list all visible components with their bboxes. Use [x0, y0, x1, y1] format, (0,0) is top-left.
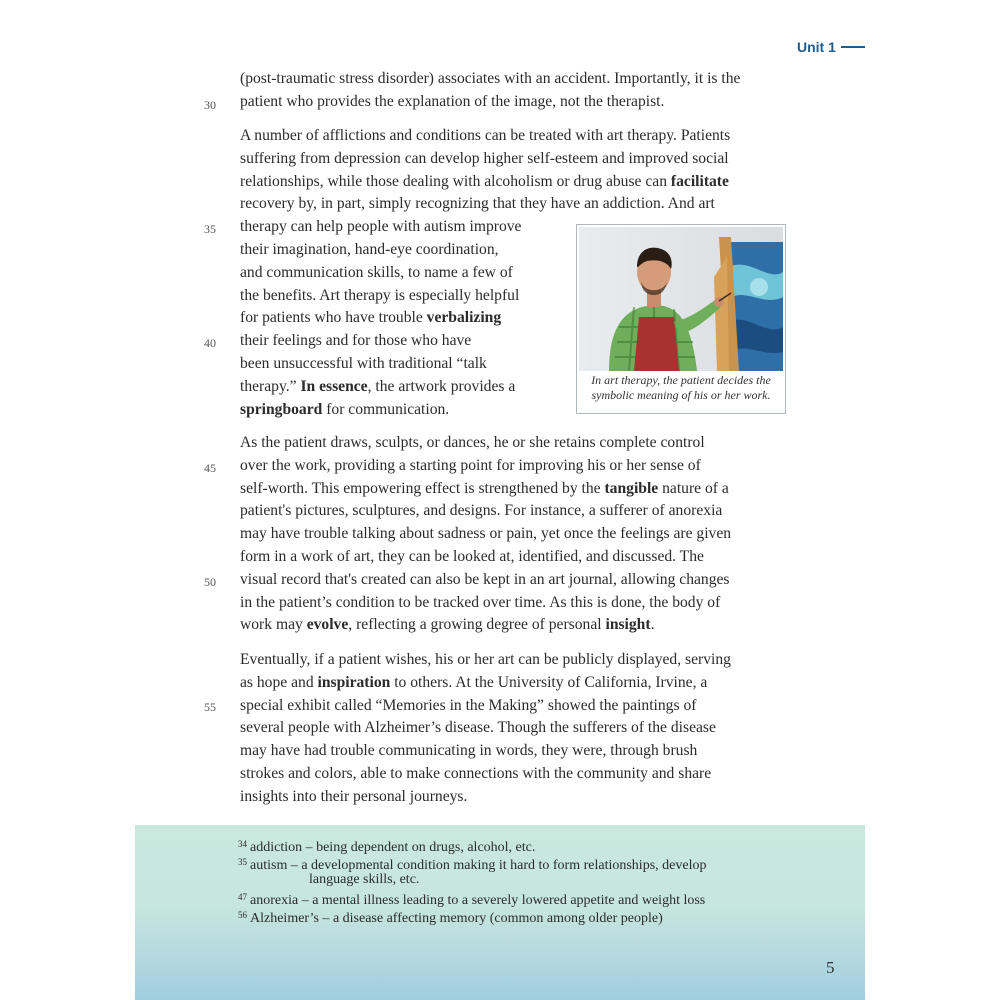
- text-line: several people with Alzheimer’s disease. Though the sufferers of the disease: [240, 719, 716, 737]
- vocab-word: insight: [605, 616, 651, 634]
- text-run: for patients who have trouble: [240, 309, 427, 327]
- text-run: nature of a: [658, 479, 729, 497]
- header-rule: [841, 46, 865, 48]
- vocab-word: inspiration: [317, 673, 391, 691]
- text-line: [240, 478, 800, 501]
- text-line: form in a work of art, they can be looked at, identified, and discussed. The: [240, 547, 704, 565]
- text-line: suffering from depression can develop higher self-esteem and improved social: [240, 149, 729, 167]
- text-line: [240, 672, 800, 695]
- text-line: may have trouble talking about sadness or pain, yet once the feelings are given: [240, 525, 732, 543]
- text-run: .: [650, 616, 655, 634]
- unit-label: Unit 1: [797, 39, 836, 55]
- line-number-55: 55: [204, 700, 216, 714]
- text-line: patient's pictures, sculptures, and designs. For instance, a sufferer of anorexia: [240, 502, 723, 520]
- text-line: visual record that's created can also be kept in an art journal, allowing changes: [240, 570, 730, 588]
- footnote-text: addiction – being dependent on drugs, alcohol, etc.: [250, 840, 536, 855]
- line-number-50: 50: [204, 575, 216, 589]
- footnote-number: 47: [238, 892, 247, 902]
- text-line: may have had trouble communicating in words, they were, through brush: [240, 742, 698, 760]
- footnote-text: anorexia – a mental illness leading to a severely lowered appetite and weight loss: [250, 893, 706, 908]
- vocab-word: facilitate: [670, 172, 729, 190]
- text-line: A number of afflictions and conditions can be treated with art therapy. Patients: [240, 127, 731, 144]
- text-line: As the patient draws, sculpts, or dances, he or she retains complete control: [240, 434, 705, 451]
- painter-photo: [579, 227, 783, 371]
- text-line: in the patient’s condition to be tracked over time. As this is done, the body of: [240, 593, 721, 611]
- text-line: their imagination, hand-eye coordination,: [240, 240, 499, 258]
- vocab-word: tangible: [604, 479, 659, 497]
- text-line: and communication skills, to name a few of: [240, 263, 513, 281]
- text-run: to others. At the University of California, Irvine, a: [390, 673, 708, 691]
- paragraph-4: [240, 649, 800, 809]
- text-line: special exhibit called “Memories in the Making” showed the paintings of: [240, 696, 697, 714]
- footnote-number: 35: [238, 857, 247, 867]
- vocab-word: verbalizing: [426, 309, 502, 327]
- text-line: patient who provides the explanation of the image, not the therapist.: [240, 92, 665, 110]
- text-line: the benefits. Art therapy is especially helpful: [240, 286, 520, 304]
- text-run: , the artwork provides a: [367, 377, 516, 395]
- line-number-45: 45: [204, 461, 216, 475]
- line-number-35: 35: [204, 222, 216, 236]
- caption-line: In art therapy, the patient decides the: [591, 373, 771, 387]
- text-line: [240, 614, 800, 637]
- footnote-text: autism – a developmental condition making it hard to form relationships, develop: [250, 858, 707, 873]
- figure-caption: [581, 373, 781, 403]
- paragraph-1: [240, 68, 800, 114]
- glossary-panel: [135, 825, 865, 1000]
- text-run: work may: [240, 616, 307, 634]
- text-run: for communication.: [322, 400, 450, 418]
- vocab-word: springboard: [240, 400, 323, 418]
- text-run: therapy.”: [240, 377, 301, 395]
- text-line: Eventually, if a patient wishes, his or her art can be publicly displayed, serving: [240, 651, 731, 668]
- footnote-continuation: [238, 871, 838, 889]
- text-run: , reflecting a growing degree of personal: [348, 616, 606, 634]
- text-line: over the work, providing a starting point for improving his or her sense of: [240, 456, 701, 474]
- footnote-number: 56: [238, 910, 247, 920]
- footnote-text: Alzheimer’s – a disease affecting memory (common among older people): [250, 911, 663, 926]
- vocab-word: evolve: [306, 616, 349, 634]
- text-run: relationships, while those dealing with alcoholism or drug abuse can: [240, 172, 671, 190]
- text-run: self-worth. This empowering effect is strengthened by the: [240, 479, 605, 497]
- unit-header: [797, 39, 865, 55]
- line-number-40: 40: [204, 336, 216, 350]
- text-line: recovery by, in part, simply recognizing that they have an addiction. And art: [240, 195, 715, 213]
- text-line: strokes and colors, able to make connections with the community and share: [240, 764, 712, 782]
- page-number: 5: [826, 958, 835, 977]
- text-run: as hope and: [240, 673, 318, 691]
- text-line: insights into their personal journeys.: [240, 787, 468, 805]
- footnote-number: 34: [238, 839, 247, 849]
- text-line: their feelings and for those who have: [240, 332, 472, 350]
- footnote-text: language skills, etc.: [309, 872, 420, 887]
- figure: [576, 224, 786, 414]
- text-line: [240, 171, 800, 194]
- text-line: been unsuccessful with traditional “talk: [240, 354, 487, 372]
- footnote: [238, 906, 838, 928]
- paragraph-3: [240, 432, 800, 637]
- caption-line: symbolic meaning of his or her work.: [591, 388, 771, 402]
- vocab-word: In essence: [300, 377, 368, 395]
- text-line: (post-traumatic stress disorder) associates with an accident. Importantly, it is the: [240, 70, 741, 87]
- line-number-30: 30: [204, 98, 216, 112]
- text-line: therapy can help people with autism improve: [240, 218, 522, 236]
